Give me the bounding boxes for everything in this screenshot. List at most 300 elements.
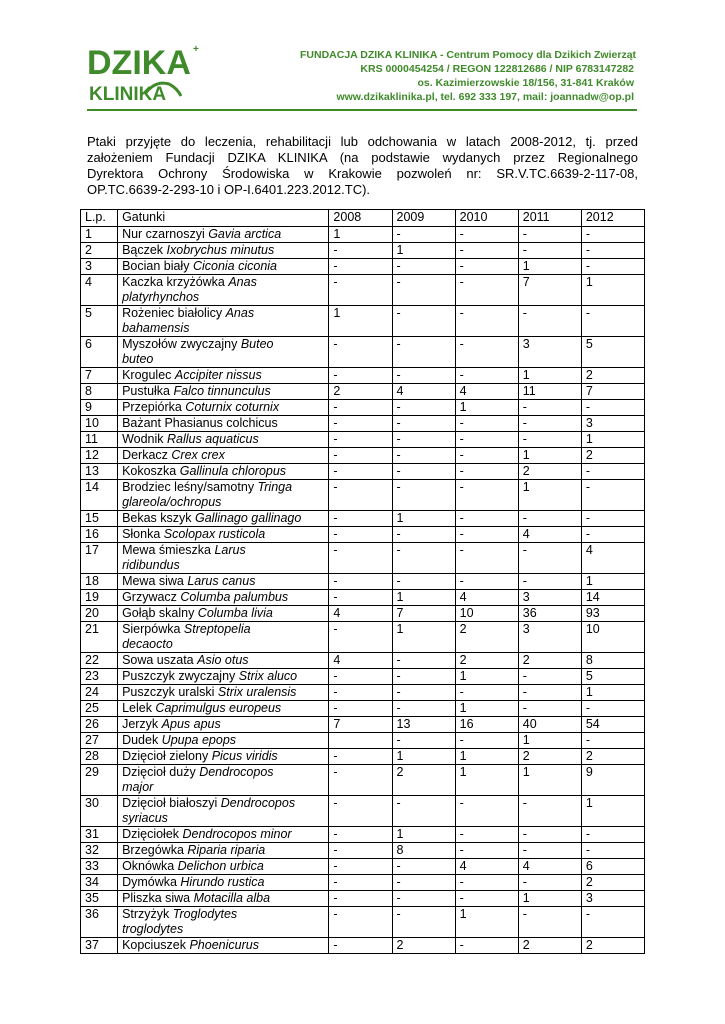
year-count: 1 [581,275,644,306]
common-name: Lelek [122,701,156,715]
year-count: - [329,907,392,938]
year-count: 10 [455,606,518,622]
latin-name: Apus apus [161,717,221,731]
year-count: - [581,701,644,717]
species-name [118,701,329,717]
year-count: 3 [518,590,581,606]
year-count: 1 [455,907,518,938]
year-count: - [392,685,455,701]
year-count: - [581,400,644,416]
year-count: - [392,796,455,827]
species-name [118,543,329,574]
year-count: - [329,622,392,653]
common-name: Mewa śmieszka [122,543,215,557]
species-name [118,891,329,907]
species-name [118,765,329,796]
intro-line: Dyrektora Ochrony Środowiska w Krakowie pozwoleń nr: SR.V.TC.6639-2-117-08, [87,166,638,181]
year-count: 13 [392,717,455,733]
row-number: 29 [81,765,118,796]
org-contact: www.dzikaklinika.pl, tel. 692 333 197, mail: joannadw@op.pl [336,91,634,103]
latin-name-continued: troglodytes [122,922,184,936]
row-number: 13 [81,464,118,480]
latin-name: Delichon urbica [177,859,264,873]
table-row [81,669,645,685]
year-count: 7 [518,275,581,306]
year-count: 2 [581,938,644,954]
species-name [118,907,329,938]
common-name: Strzyżyk [122,907,173,921]
year-count: 4 [581,543,644,574]
species-name [118,875,329,891]
year-count: - [392,259,455,275]
species-name [118,480,329,511]
year-count: 54 [581,717,644,733]
year-count: 2 [518,938,581,954]
year-count: - [581,827,644,843]
latin-name-continued: bahamensis [122,321,190,335]
year-count: - [518,243,581,259]
year-count: - [329,701,392,717]
latin-name-continued: ridibundus [122,558,180,572]
year-count: - [518,400,581,416]
row-number: 35 [81,891,118,907]
svg-text:+: + [193,44,199,55]
common-name: Brodziec leśny/samotny [122,480,258,494]
species-name [118,448,329,464]
year-count: - [581,243,644,259]
year-count: 2 [581,749,644,765]
species-name [118,606,329,622]
species-name [118,511,329,527]
common-name: Bażant Phasianus colchicus [122,416,278,430]
year-count: 3 [581,416,644,432]
row-number: 16 [81,527,118,543]
header-divider [87,109,637,111]
year-count: 1 [518,368,581,384]
table-row [81,717,645,733]
row-number: 3 [81,259,118,275]
year-count: 6 [581,859,644,875]
row-number: 1 [81,227,118,243]
year-count: - [581,511,644,527]
year-count: 36 [518,606,581,622]
year-count: 1 [518,891,581,907]
year-count: - [329,891,392,907]
latin-name: Larus canus [187,574,256,588]
year-count: 4 [329,653,392,669]
year-count: - [329,337,392,368]
species-name [118,653,329,669]
species-name [118,337,329,368]
year-count: 2 [392,938,455,954]
latin-name: Falco tinnunculus [173,384,271,398]
common-name: Kaczka krzyżówka [122,275,229,289]
row-number: 36 [81,907,118,938]
year-count: 1 [518,765,581,796]
year-count: 7 [392,606,455,622]
year-count: 4 [455,859,518,875]
table-row [81,337,645,368]
row-number: 32 [81,843,118,859]
table-row [81,891,645,907]
species-name [118,733,329,749]
latin-name: Upupa epops [161,733,237,747]
row-number: 11 [81,432,118,448]
year-count: 4 [392,384,455,400]
row-number: 28 [81,749,118,765]
logo-text-top: DZIKA [87,44,191,82]
common-name: Nur czarnoszyi [122,227,209,241]
common-name: Kokoszka [122,464,180,478]
row-number: 27 [81,733,118,749]
row-number: 30 [81,796,118,827]
year-count: - [329,368,392,384]
latin-name: Riparia riparia [187,843,266,857]
table-row [81,827,645,843]
intro-line: Ptaki przyjęte do leczenia, rehabilitacji lub odchowania w latach 2008-2012, tj. przed [87,134,638,149]
year-count: 1 [518,733,581,749]
latin-name: Accipiter nissus [174,368,262,382]
year-count: - [455,227,518,243]
year-count: - [518,511,581,527]
latin-name: Motacilla alba [193,891,271,905]
year-count: - [329,543,392,574]
year-count: 2 [329,384,392,400]
latin-name-continued: platyrhynchos [122,290,200,304]
year-count: - [581,527,644,543]
table-row [81,400,645,416]
year-count: - [455,368,518,384]
species-name [118,843,329,859]
species-name [118,938,329,954]
year-count: 2 [581,875,644,891]
year-count: 1 [581,796,644,827]
year-count: - [329,938,392,954]
table-row [81,733,645,749]
year-count: 1 [581,685,644,701]
row-number: 6 [81,337,118,368]
latin-name-continued: buteo [122,352,154,366]
table-row [81,448,645,464]
year-count: - [329,685,392,701]
species-name [118,749,329,765]
species-table [80,209,645,954]
year-count: 1 [392,827,455,843]
row-number: 33 [81,859,118,875]
common-name: Oknówka [122,859,178,873]
table-row [81,527,645,543]
species-name [118,717,329,733]
latin-name-continued: syriacus [122,811,168,825]
row-number: 17 [81,543,118,574]
common-name: Bączek [122,243,167,257]
common-name: Derkacz [122,448,172,462]
year-count: - [329,511,392,527]
row-number: 14 [81,480,118,511]
table-row [81,859,645,875]
table-row [81,590,645,606]
header-year: 2009 [392,210,455,227]
year-count: 1 [329,306,392,337]
year-count: - [518,875,581,891]
year-count: - [392,875,455,891]
latin-name: Asio otus [197,653,249,667]
header-year: 2012 [581,210,644,227]
row-number: 8 [81,384,118,400]
row-number: 24 [81,685,118,701]
year-count: - [329,464,392,480]
year-count: 10 [581,622,644,653]
species-name [118,685,329,701]
year-count: - [392,669,455,685]
year-count: - [581,306,644,337]
year-count: - [392,891,455,907]
year-count: - [329,669,392,685]
intro-line: OP.TC.6639-2-293-10 i OP-I.6401.223.2012.TC). [87,182,371,197]
table-row [81,416,645,432]
year-count: 9 [581,765,644,796]
row-number: 23 [81,669,118,685]
latin-name: Dendrocopos [220,796,296,810]
table-row [81,464,645,480]
year-count: 2 [518,653,581,669]
year-count: - [455,306,518,337]
year-count: 1 [392,511,455,527]
year-count: - [581,733,644,749]
species-name [118,527,329,543]
year-count: 2 [581,448,644,464]
year-count: 2 [518,464,581,480]
common-name: Dzięcioł zielony [122,749,212,763]
species-name [118,384,329,400]
org-address: os. Kazimierzowskie 18/156, 31-841 Kraków [417,77,634,89]
year-count: - [329,749,392,765]
year-count: - [455,243,518,259]
year-count: 4 [518,859,581,875]
latin-name: Troglodytes [172,907,238,921]
year-count: 1 [455,400,518,416]
common-name: Gołąb skalny [122,606,198,620]
common-name: Dymówka [122,875,181,889]
year-count: - [455,827,518,843]
common-name: Dudek [122,733,162,747]
year-count: - [581,907,644,938]
common-name: Bocian biały [122,259,193,273]
year-count: 8 [581,653,644,669]
year-count: 1 [329,227,392,243]
species-name [118,306,329,337]
year-count: 1 [455,749,518,765]
species-name [118,432,329,448]
year-count: - [455,464,518,480]
row-number: 7 [81,368,118,384]
year-count: 1 [455,701,518,717]
common-name: Bekas kszyk [122,511,195,525]
year-count: - [518,827,581,843]
year-count: 4 [455,590,518,606]
year-count: - [581,464,644,480]
year-count: - [329,590,392,606]
year-count: - [392,527,455,543]
year-count: - [455,511,518,527]
latin-name: Crex crex [171,448,225,462]
year-count: 3 [581,891,644,907]
row-number: 25 [81,701,118,717]
table-row [81,306,645,337]
table-row [81,622,645,653]
row-number: 9 [81,400,118,416]
year-count: - [392,306,455,337]
year-count: - [392,416,455,432]
row-number: 21 [81,622,118,653]
year-count: - [581,227,644,243]
year-count: - [455,275,518,306]
table-row [81,938,645,954]
year-count: - [455,259,518,275]
latin-name: Dendrocopos minor [182,827,292,841]
year-count: 4 [518,527,581,543]
year-count: - [581,259,644,275]
year-count: - [329,843,392,859]
table-row [81,765,645,796]
row-number: 4 [81,275,118,306]
species-name [118,227,329,243]
year-count: - [329,243,392,259]
common-name: Jerzyk [122,717,162,731]
species-name [118,859,329,875]
latin-name: Ciconia ciconia [192,259,278,273]
intro-line: założeniem Fundacji DZIKA KLINIKA (na podstawie wydanych przez Regionalnego [87,150,638,165]
table-row [81,843,645,859]
year-count: 3 [518,622,581,653]
row-number: 37 [81,938,118,954]
latin-name: Caprimulgus europeus [155,701,282,715]
intro-paragraph [87,134,638,198]
year-count: - [392,432,455,448]
year-count: - [455,416,518,432]
species-name [118,400,329,416]
table-row [81,275,645,306]
table-row [81,543,645,574]
year-count: 2 [455,622,518,653]
common-name: Mewa siwa [122,574,188,588]
year-count: 4 [455,384,518,400]
species-name [118,796,329,827]
latin-name: Anas [225,306,255,320]
year-count: 1 [455,669,518,685]
latin-name: Strix uralensis [217,685,297,699]
species-name [118,574,329,590]
year-count: - [518,227,581,243]
species-name [118,275,329,306]
latin-name: Columba palumbus [180,590,289,604]
year-count: - [455,432,518,448]
year-count: - [581,843,644,859]
latin-name: Columba livia [197,606,273,620]
year-count: - [455,733,518,749]
year-count: 7 [329,717,392,733]
latin-name: Phoenicurus [189,938,259,952]
latin-name-continued: glareola/ochropus [122,495,222,509]
year-count: - [455,574,518,590]
common-name: Sowa uszata [122,653,198,667]
latin-name: Hirundo rustica [180,875,265,889]
year-count: - [455,337,518,368]
latin-name-continued: major [122,780,154,794]
latin-name: Gallinula chloropus [179,464,287,478]
year-count: - [455,891,518,907]
year-count: - [518,843,581,859]
species-table-body [81,227,645,954]
year-count: 93 [581,606,644,622]
year-count: - [392,227,455,243]
common-name: Wodnik [122,432,167,446]
year-count: - [329,574,392,590]
year-count: 1 [581,432,644,448]
year-count: 7 [581,384,644,400]
table-row [81,796,645,827]
row-number: 20 [81,606,118,622]
table-row [81,384,645,400]
year-count: - [392,733,455,749]
header-year: 2011 [518,210,581,227]
year-count: - [455,796,518,827]
year-count: 5 [581,669,644,685]
row-number: 18 [81,574,118,590]
year-count: 1 [392,622,455,653]
year-count: 8 [392,843,455,859]
row-number: 34 [81,875,118,891]
species-name [118,669,329,685]
row-number: 10 [81,416,118,432]
year-count: - [392,653,455,669]
year-count: - [455,543,518,574]
common-name: Dzięciołek [122,827,183,841]
species-name [118,259,329,275]
year-count: - [392,464,455,480]
year-count: - [392,368,455,384]
table-row [81,480,645,511]
table-row [81,574,645,590]
year-count: 3 [518,337,581,368]
species-name [118,590,329,606]
year-count: 1 [392,243,455,259]
common-name: Sierpówka [122,622,184,636]
year-count: - [455,843,518,859]
year-count: 11 [518,384,581,400]
year-count: 1 [581,574,644,590]
table-row [81,701,645,717]
year-count: - [329,416,392,432]
year-count: - [329,765,392,796]
row-number: 19 [81,590,118,606]
year-count: 1 [518,480,581,511]
year-count: 2 [392,765,455,796]
year-count: - [518,685,581,701]
row-number: 15 [81,511,118,527]
year-count: 1 [392,590,455,606]
organization-info [300,48,637,104]
org-registry: KRS 0000454254 / REGON 122812686 / NIP 6783147282 [360,63,634,75]
common-name: Pliszka siwa [122,891,194,905]
header-year: 2010 [455,210,518,227]
latin-name: Larus [214,543,246,557]
year-count: - [518,796,581,827]
year-count: - [329,275,392,306]
species-name [118,827,329,843]
year-count: - [392,574,455,590]
latin-name: Streptopelia [183,622,251,636]
